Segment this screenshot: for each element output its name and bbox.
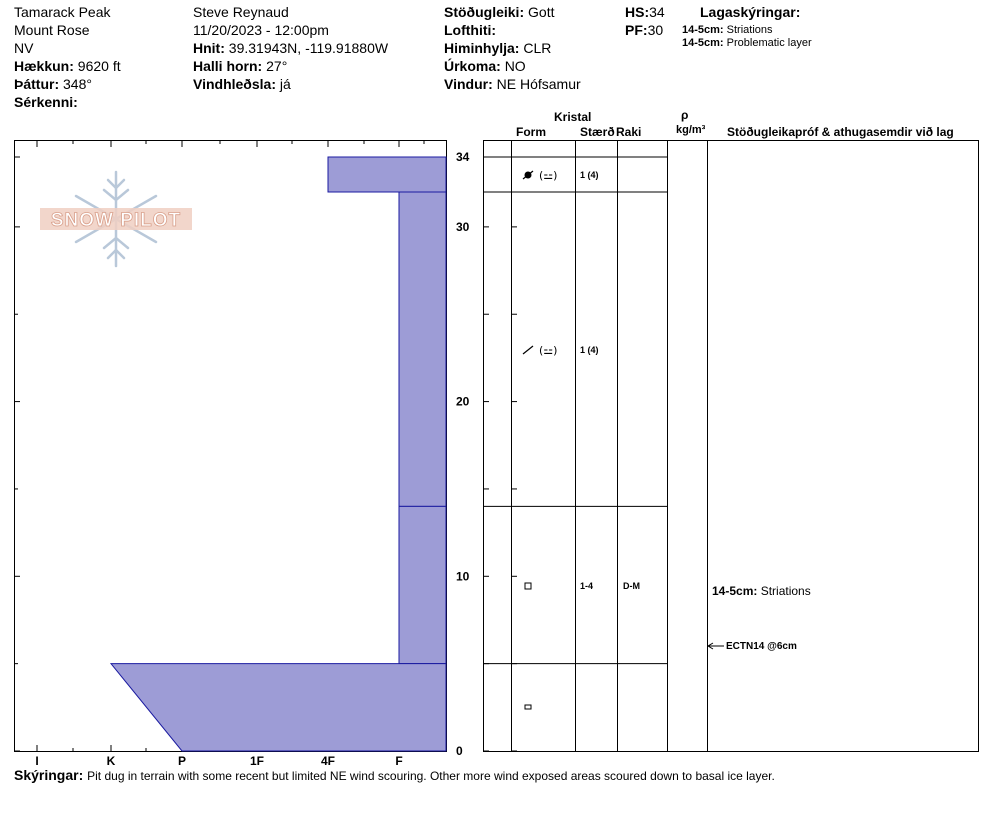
y-tick-label: 30 bbox=[456, 219, 470, 234]
observer: Steve Reynaud bbox=[193, 4, 289, 20]
size-cell: 1 (4) bbox=[580, 345, 599, 355]
precip-value: NO bbox=[504, 58, 526, 74]
faceted-crystal-icon bbox=[525, 583, 531, 589]
pf-value: 30 bbox=[647, 22, 664, 38]
area: Mount Rose bbox=[14, 22, 90, 38]
snowpilot-logo bbox=[40, 172, 192, 266]
x-tick-label: P bbox=[177, 754, 187, 768]
sky-label: Himinhylja: bbox=[444, 40, 520, 56]
aspect-label: Þáttur: bbox=[14, 76, 60, 92]
x-tick-label: 4F bbox=[320, 754, 336, 768]
hs-label: HS: bbox=[625, 4, 650, 20]
size-cell: 1 (4) bbox=[580, 170, 599, 180]
slope-label: Halli horn: bbox=[193, 58, 263, 74]
layer-note-depth: 14-5cm: bbox=[682, 24, 724, 36]
x-tick-label: I bbox=[35, 754, 39, 768]
footer-label: Skýringar: bbox=[14, 767, 84, 783]
moisture-header: Raki bbox=[616, 125, 642, 139]
crystal-header: Kristal bbox=[554, 110, 592, 124]
hardness-layer bbox=[399, 192, 446, 506]
x-tick-label: K bbox=[106, 754, 116, 768]
size-cell: 1-4 bbox=[580, 581, 594, 591]
hardness-layer bbox=[111, 664, 446, 751]
top-ticks bbox=[37, 140, 424, 147]
features-label: Sérkenni: bbox=[14, 94, 78, 110]
y-tick-label: 10 bbox=[456, 569, 470, 584]
moisture-cell: D-M bbox=[623, 581, 640, 591]
layer-note-text: Problematic layer bbox=[726, 37, 812, 49]
precip-label: Úrkoma: bbox=[444, 58, 501, 74]
y-tick-label: 20 bbox=[456, 394, 470, 409]
hardness-layer bbox=[328, 157, 446, 192]
coords-label: Hnit: bbox=[193, 40, 225, 56]
wind-loading-value: já bbox=[279, 76, 291, 92]
layer-note-text: Striations bbox=[726, 24, 773, 36]
footer-text: Pit dug in terrain with some recent but limited NE wind scouring. Other more wind exposed areas scoured down to basal ice layer. bbox=[87, 769, 775, 783]
size-header: Stærð bbox=[580, 125, 615, 139]
density-symbol: ρ bbox=[681, 108, 689, 122]
x-tick-label: F bbox=[395, 754, 403, 768]
form-header: Form bbox=[516, 125, 546, 139]
air-temp-label: Lofthiti: bbox=[444, 22, 497, 38]
state: NV bbox=[14, 40, 34, 56]
x-tick-label: 1F bbox=[249, 754, 265, 768]
logo-text: SNOW PILOT bbox=[50, 210, 182, 231]
y-tick-label: 0 bbox=[456, 744, 463, 758]
pf-label: PF: bbox=[625, 22, 648, 38]
location: Tamarack Peak bbox=[14, 4, 111, 20]
layer-comment bbox=[712, 585, 811, 598]
hs-value: 34 bbox=[649, 4, 665, 20]
layer-notes-title: Lagaskýringar: bbox=[700, 4, 801, 20]
stability-label: Stöðugleiki: bbox=[444, 4, 525, 20]
decomposing-particles-icon bbox=[523, 344, 557, 357]
stability-test-arrow-icon bbox=[708, 643, 724, 649]
elevation-label: Hækkun: bbox=[14, 58, 74, 74]
layer-table-frame bbox=[484, 141, 979, 752]
melt-freeze-icon bbox=[523, 169, 557, 182]
layer-comment-depth: 14-5cm: bbox=[712, 584, 758, 598]
hardness-chart-frame bbox=[15, 141, 447, 752]
y-tick-label: 34 bbox=[456, 150, 470, 164]
aspect-value: 348° bbox=[63, 76, 92, 92]
footer-notes bbox=[14, 767, 775, 784]
wind-value: NE Hófsamur bbox=[496, 76, 581, 92]
faceted-rounded-icon bbox=[525, 705, 531, 709]
svg-text:(⚍): (⚍) bbox=[539, 344, 558, 357]
svg-text:(⚍): (⚍) bbox=[539, 169, 558, 182]
wind-loading-label: Vindhleðsla: bbox=[193, 76, 276, 92]
stability-test-result: ECTN14 @6cm bbox=[726, 641, 797, 652]
density-unit-header: kg/m³ bbox=[676, 124, 706, 136]
layer-comment-text: Striations bbox=[760, 584, 811, 598]
datetime: 11/20/2023 - 12:00pm bbox=[193, 22, 329, 38]
hardness-layers bbox=[111, 157, 446, 751]
coords-value: 39.31943N, -119.91880W bbox=[228, 40, 389, 56]
sky-value: CLR bbox=[523, 40, 552, 56]
slope-value: 27° bbox=[266, 58, 288, 74]
stability-value: Gott bbox=[528, 4, 555, 20]
layer-note-depth: 14-5cm: bbox=[682, 37, 724, 49]
elevation-value: 9620 ft bbox=[77, 58, 121, 74]
wind-label: Vindur: bbox=[444, 76, 493, 92]
hardness-layer bbox=[399, 506, 446, 663]
tests-header: Stöðugleikapróf & athugasemdir við lag bbox=[727, 125, 954, 139]
